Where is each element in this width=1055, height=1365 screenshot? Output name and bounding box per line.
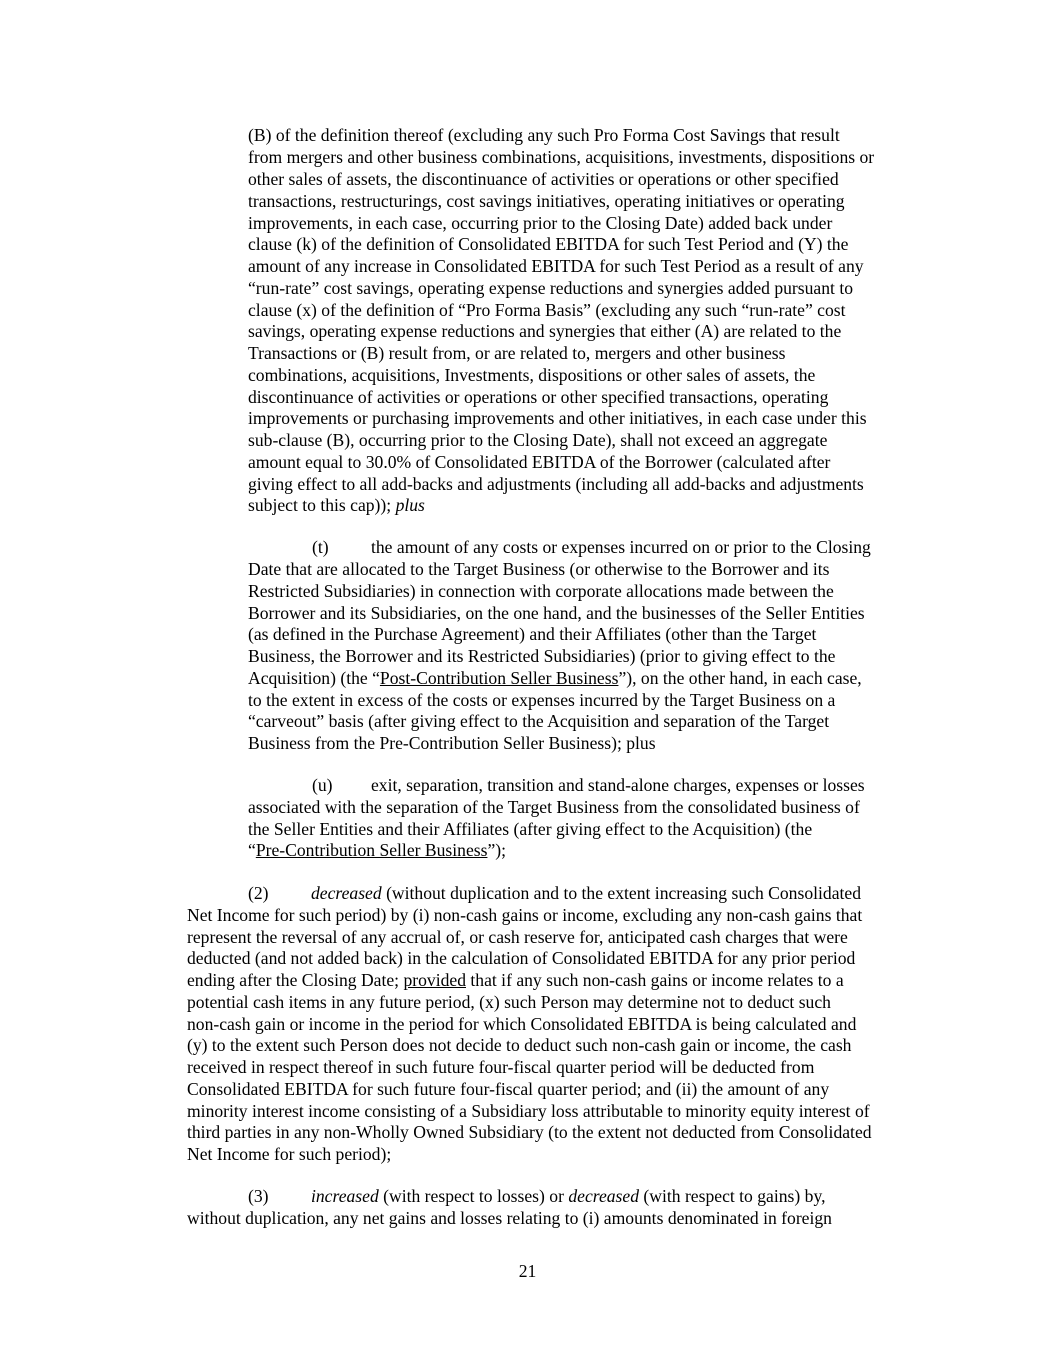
text-line: Date that are allocated to the Target Business (or otherwise to the Borrower and its: [248, 559, 830, 579]
text-line: [311, 883, 861, 904]
clause-marker-3: (3): [248, 1186, 269, 1206]
text-line: potential cash items in any future period, (x) such Person may determine not to deduct such: [187, 992, 831, 1012]
text-line: received in respect thereof in such future four-fiscal quarter period will be deducted from: [187, 1057, 815, 1077]
text-run: ”), on the other hand, in each case,: [618, 668, 862, 688]
clause-marker-2: (2): [248, 883, 269, 903]
text-line: improvements, in each case, occurring prior to the Closing Date) added back under: [248, 213, 833, 233]
provided-term: provided: [403, 970, 466, 990]
text-line: giving effect to all add-backs and adjustments (including all add-backs and adjustments: [248, 474, 864, 494]
text-line: [311, 1186, 826, 1207]
defined-term-post-contribution: Post-Contribution Seller Business: [379, 668, 619, 688]
text-line: Restricted Subsidiaries) in connection with corporate allocations made between the: [248, 581, 834, 601]
clause-marker-u: (u): [312, 775, 333, 795]
text-line: Business from the Pre-Contribution Seller Business); plus: [248, 733, 656, 753]
text-line: clause (k) of the definition of Consolidated EBITDA for such Test Period and (Y) the: [248, 234, 849, 254]
text-line: [187, 970, 844, 991]
text-line: sub-clause (B), occurring prior to the Closing Date), shall not exceed an aggregate: [248, 430, 828, 450]
text-run: that if any such non-cash gains or income relates to a: [466, 970, 844, 990]
text-line: “run-rate” cost savings, operating expense reductions and synergies added pursuant to: [248, 278, 854, 298]
text-run: Acquisition) (the “: [248, 668, 380, 688]
text-line: Business, the Borrower and its Restricted Subsidiaries) (prior to giving effect to the: [248, 646, 836, 666]
italic-decreased: decreased: [568, 1186, 640, 1206]
text-line: other sales of assets, the discontinuance of activities or operations or other specified: [248, 169, 839, 189]
text-line: associated with the separation of the Target Business from the consolidated business of: [248, 797, 860, 817]
text-line: clause (x) of the definition of “Pro Forma Basis” (excluding any such “run-rate” cost: [248, 300, 846, 320]
text-line: [248, 668, 862, 689]
italic-decreased: decreased: [311, 883, 382, 903]
text-line: minority interest income consisting of a Subsidiary loss attributable to minority equity interest of: [187, 1101, 870, 1121]
text-line: discontinuance of activities or operations or other specified transactions, operating: [248, 387, 829, 407]
text-line: Consolidated EBITDA for such future four-fiscal quarter period; and (ii) the amount of any: [187, 1079, 830, 1099]
text-run: ”);: [487, 840, 507, 860]
text-line: Borrower and its Subsidiaries, on the one hand, and the businesses of the Seller Entities: [248, 603, 865, 623]
text-line: [248, 840, 506, 861]
page-number: 21: [518, 1261, 537, 1281]
text-line: combinations, acquisitions, Investments, dispositions or other sales of assets, the: [248, 365, 816, 385]
text-line: savings, operating expense reductions and synergies that either (A) are related to the: [248, 321, 842, 341]
text-line: the amount of any costs or expenses incurred on or prior to the Closing: [371, 537, 871, 557]
defined-term-pre-contribution: Pre-Contribution Seller Business: [255, 840, 488, 860]
text-run: “: [248, 840, 256, 860]
text-line: (y) to the extent such Person does not decide to deduct such non-cash gain or income, the cash: [187, 1035, 852, 1055]
text-run: (with respect to losses) or: [378, 1186, 569, 1206]
clause-marker-t: (t): [312, 537, 329, 557]
italic-increased: increased: [311, 1186, 379, 1206]
text-line: to the extent in excess of the costs or expenses incurred by the Target Business on a: [248, 690, 836, 710]
text-line: the Seller Entities and their Affiliates (after giving effect to the Acquisition) (the: [248, 819, 813, 839]
text-run: (with respect to gains) by,: [639, 1186, 826, 1206]
italic-plus: plus: [395, 495, 425, 515]
text-run: (without duplication and to the extent increasing such Consolidated: [381, 883, 861, 903]
text-line: Net Income for such period) by (i) non-cash gains or income, excluding any non-cash gains that: [187, 905, 863, 925]
text-line: non-cash gain or income in the period for which Consolidated EBITDA is being calculated and: [187, 1014, 857, 1034]
text-line: transactions, restructurings, cost savings initiatives, operating initiatives or operating: [248, 191, 845, 211]
text-line: Transactions or (B) result from, or are related to, mergers and other business: [248, 343, 786, 363]
text-run: ending after the Closing Date;: [187, 970, 404, 990]
text-line: amount of any increase in Consolidated EBITDA for such Test Period as a result of any: [248, 256, 864, 276]
text-run: subject to this cap));: [248, 495, 396, 515]
text-line: [248, 495, 425, 516]
text-line: Net Income for such period);: [187, 1144, 392, 1164]
text-line: improvements or purchasing improvements and other initiatives, in each case under this: [248, 408, 867, 428]
text-line: “carveout” basis (after giving effect to the Acquisition and separation of the Target: [248, 711, 830, 731]
text-line: represent the reversal of any accrual of, or cash reserve for, anticipated cash charges that were: [187, 927, 848, 947]
text-line: (B) of the definition thereof (excluding any such Pro Forma Cost Savings that result: [248, 125, 840, 145]
text-line: exit, separation, transition and stand-alone charges, expenses or losses: [371, 775, 865, 795]
text-line: amount equal to 30.0% of Consolidated EBITDA of the Borrower (calculated after: [248, 452, 831, 472]
text-line: deducted (and not added back) in the calculation of Consolidated EBITDA for any prior period: [187, 948, 856, 968]
text-line: from mergers and other business combinations, acquisitions, investments, dispositions or: [248, 147, 875, 167]
text-line: third parties in any non-Wholly Owned Subsidiary (to the extent not deducted from Consolidated: [187, 1122, 872, 1142]
text-line: (as defined in the Purchase Agreement) and their Affiliates (other than the Target: [248, 624, 817, 644]
text-line: without duplication, any net gains and losses relating to (i) amounts denominated in foreign: [187, 1208, 832, 1228]
